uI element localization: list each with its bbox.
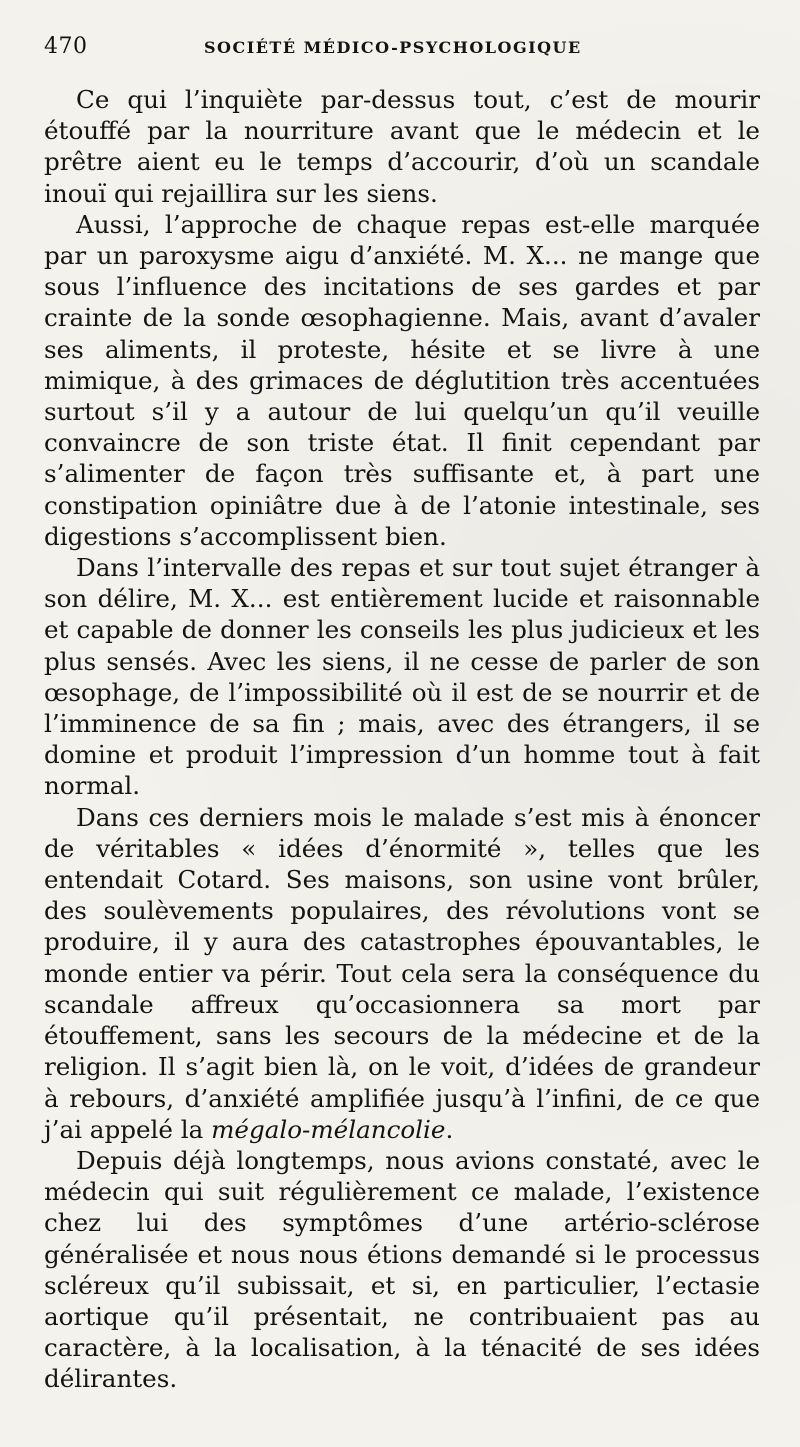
paragraph-4 xyxy=(44,802,760,1145)
paragraph-4-end: . xyxy=(445,1114,454,1144)
body-text xyxy=(44,84,760,1395)
running-head xyxy=(44,34,760,84)
emphasis-megalo-melancolie: mégalo-mélancolie xyxy=(211,1114,446,1144)
running-title: SOCIÉTÉ MÉDICO-PSYCHOLOGIQUE xyxy=(204,38,582,57)
paragraph-1: Ce qui l’inquiète par-dessus tout, c’est de mourir étouffé par la nourriture avant que le médecin et le prêtre aient eu le temps d’accourir, d’où un scandale inouï qui rejaillira sur les siens. xyxy=(44,85,760,208)
paragraph-5: Depuis déjà longtemps, nous avions constaté, avec le médecin qui suit régulièrement ce malade, l’existence chez lui des symptômes d’une artério-sclérose généralisée et nous nous étions demandé si le processus scléreux qu’il subissait, et si, en particulier, l’ectasie aortique qu’il présentait, ne contribuaient pas au caractère, à la localisation, à la ténacité de ses idées délirantes. xyxy=(44,1145,760,1394)
paragraph-2: Aussi, l’approche de chaque repas est-elle marquée par un paroxysme aigu d’anxiété. M. X... ne mange que sous l’influence des incitations de ses gardes et par crainte de la sonde œsophagienne. Mais, avant d’avaler ses aliments, il proteste, hésite et se livre à une mimique, à des grimaces de déglutition très accentuées surtout s’il y a autour de lui quelqu’un qu’il veuille convaincre de son triste état. Il finit cependant par s’alimenter de façon très suffisante et, à part une constipation opiniâtre due à de l’atonie intestinale, ses digestions s’accomplissent bien. xyxy=(44,209,760,551)
paragraph-4-text: Dans ces derniers mois le malade s’est mis à énoncer de véritables « idées d’énormité », telles que les entendait Cotard. Ses maisons, son usine vont brûler, des soulèvements populaires, des révolutions vont se produire, il y aura des catastrophes épouvantables, le monde entier va périr. Tout cela sera la conséquence du scandale affreux qu’occasionnera sa mort par étouffement, sans les secours de la médecine et de la religion. Il s’agit bien là, on le voit, d’idées de grandeur à rebours, d’anxiété amplifiée jusqu’à l’infini, de ce que j’ai appelé la xyxy=(44,802,760,1144)
paragraph-3: Dans l’intervalle des repas et sur tout sujet étranger à son délire, M. X... est entièrement lucide et raisonnable et capable de donner les conseils les plus judicieux et les plus sensés. Avec les siens, il ne cesse de parler de son œsophage, de l’impossibilité où il est de se nourrir et de l’imminence de sa fin ; mais, avec des étrangers, il se domine et produit l’impression d’un homme tout à fait normal. xyxy=(44,553,760,801)
page-number: 470 xyxy=(44,34,88,59)
